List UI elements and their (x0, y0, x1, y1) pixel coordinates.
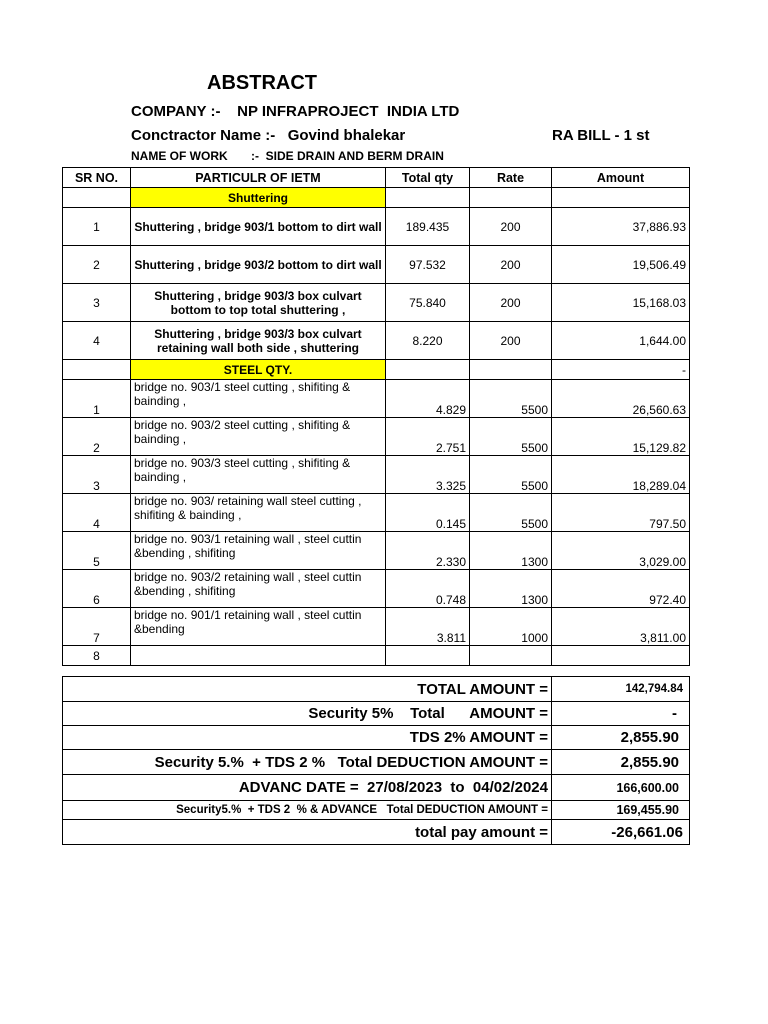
col-total-qty: Total qty (386, 168, 470, 188)
ra-bill-number: RA BILL - 1 st (552, 127, 650, 144)
totals-table (62, 676, 690, 845)
sr-no-cell: 3 (63, 456, 131, 494)
particular-cell (131, 646, 386, 666)
section-label-shuttering: Shuttering (131, 188, 386, 208)
bill-table (62, 167, 690, 666)
amount-cell: 37,886.93 (552, 208, 690, 246)
table-row (63, 646, 690, 666)
total-pay-label: total pay amount = (63, 820, 552, 845)
particular-cell: bridge no. 903/3 steel cutting , shifiting & bainding , (131, 456, 386, 494)
security-value: - (552, 702, 690, 726)
qty-cell: 4.829 (386, 380, 470, 418)
advance-row (63, 775, 690, 801)
qty-cell: 97.532 (386, 246, 470, 284)
total-deduction-value: 2,855.90 (552, 750, 690, 775)
amount-cell: 1,644.00 (552, 322, 690, 360)
sr-no-cell: 4 (63, 494, 131, 532)
total-deduction-label: Security 5.% + TDS 2 % Total DEDUCTION AMOUNT = (63, 750, 552, 775)
rate-cell: 5500 (470, 380, 552, 418)
tds-label: TDS 2% AMOUNT = (63, 726, 552, 750)
company-name: COMPANY :- NP INFRAPROJECT INDIA LTD (131, 103, 460, 120)
table-row (63, 380, 690, 418)
rate-cell (470, 646, 552, 666)
advance-deduction-row (63, 801, 690, 820)
sr-no-cell: 5 (63, 532, 131, 570)
qty-cell: 2.751 (386, 418, 470, 456)
amount-cell: - (552, 360, 690, 380)
total-amount-row (63, 677, 690, 702)
col-rate: Rate (470, 168, 552, 188)
sr-no-cell: 1 (63, 380, 131, 418)
qty-cell: 2.330 (386, 532, 470, 570)
tds-row (63, 726, 690, 750)
sr-no-cell: 7 (63, 608, 131, 646)
amount-cell: 3,811.00 (552, 608, 690, 646)
amount-cell: 972.40 (552, 570, 690, 608)
table-row (63, 246, 690, 284)
sr-no-cell: 2 (63, 246, 131, 284)
sr-no-cell: 4 (63, 322, 131, 360)
advance-deduction-value: 169,455.90 (552, 801, 690, 820)
rate-cell: 200 (470, 246, 552, 284)
table-row (63, 208, 690, 246)
table-row (63, 608, 690, 646)
particular-cell: bridge no. 903/2 steel cutting , shifiting & bainding , (131, 418, 386, 456)
table-row (63, 570, 690, 608)
table-row (63, 322, 690, 360)
rate-cell: 200 (470, 208, 552, 246)
table-row (63, 532, 690, 570)
section-row-shuttering (63, 188, 690, 208)
rate-cell: 200 (470, 322, 552, 360)
section-row-steel (63, 360, 690, 380)
col-sr-no: SR NO. (63, 168, 131, 188)
contractor-name: Conctractor Name :- Govind bhalekar (131, 127, 406, 144)
total-pay-row (63, 820, 690, 845)
amount-cell: 18,289.04 (552, 456, 690, 494)
amount-cell: 15,168.03 (552, 284, 690, 322)
sr-no-cell: 3 (63, 284, 131, 322)
qty-cell: 189.435 (386, 208, 470, 246)
amount-cell: 19,506.49 (552, 246, 690, 284)
rate-cell: 5500 (470, 418, 552, 456)
table-row (63, 456, 690, 494)
security-row (63, 702, 690, 726)
particular-cell: bridge no. 901/1 retaining wall , steel cuttin &bending (131, 608, 386, 646)
qty-cell: 0.145 (386, 494, 470, 532)
qty-cell: 3.811 (386, 608, 470, 646)
particular-cell: Shuttering , bridge 903/3 box culvart retaining wall both side , shuttering (131, 322, 386, 360)
col-amount: Amount (552, 168, 690, 188)
amount-cell: 3,029.00 (552, 532, 690, 570)
advance-deduction-label: Security5.% + TDS 2 % & ADVANCE Total DEDUCTION AMOUNT = (63, 801, 552, 820)
amount-cell (552, 646, 690, 666)
qty-cell: 3.325 (386, 456, 470, 494)
particular-cell: bridge no. 903/1 steel cutting , shifiting & bainding , (131, 380, 386, 418)
amount-cell: 797.50 (552, 494, 690, 532)
advance-value: 166,600.00 (552, 775, 690, 801)
amount-cell: 26,560.63 (552, 380, 690, 418)
rate-cell: 5500 (470, 456, 552, 494)
sr-no-cell: 6 (63, 570, 131, 608)
advance-date-label: ADVANC DATE = 27/08/2023 to 04/02/2024 (63, 775, 552, 801)
total-amount-value: 142,794.84 (552, 677, 690, 702)
security-label: Security 5% Total AMOUNT = (63, 702, 552, 726)
total-amount-label: TOTAL AMOUNT = (63, 677, 552, 702)
col-particular: PARTICULR OF IETM (131, 168, 386, 188)
table-header-row (63, 168, 690, 188)
rate-cell: 1300 (470, 532, 552, 570)
qty-cell: 8.220 (386, 322, 470, 360)
particular-cell: bridge no. 903/2 retaining wall , steel cuttin &bending , shifiting (131, 570, 386, 608)
amount-cell: 15,129.82 (552, 418, 690, 456)
table-row (63, 494, 690, 532)
qty-cell: 75.840 (386, 284, 470, 322)
section-label-steel-qty: STEEL QTY. (131, 360, 386, 380)
rate-cell: 1000 (470, 608, 552, 646)
table-row (63, 284, 690, 322)
particular-cell: Shuttering , bridge 903/2 bottom to dirt wall (131, 246, 386, 284)
rate-cell: 1300 (470, 570, 552, 608)
particular-cell: bridge no. 903/1 retaining wall , steel cuttin &bending , shifiting (131, 532, 386, 570)
document-title: ABSTRACT (207, 72, 317, 94)
qty-cell (386, 646, 470, 666)
name-of-work: NAME OF WORK :- SIDE DRAIN AND BERM DRAIN (131, 149, 444, 163)
total-deduction-row (63, 750, 690, 775)
sr-no-cell: 8 (63, 646, 131, 666)
tds-value: 2,855.90 (552, 726, 690, 750)
particular-cell: Shuttering , bridge 903/1 bottom to dirt wall (131, 208, 386, 246)
total-pay-value: -26,661.06 (552, 820, 690, 845)
particular-cell: Shuttering , bridge 903/3 box culvart bottom to top total shuttering , (131, 284, 386, 322)
rate-cell: 5500 (470, 494, 552, 532)
qty-cell: 0.748 (386, 570, 470, 608)
particular-cell: bridge no. 903/ retaining wall steel cutting , shifiting & bainding , (131, 494, 386, 532)
sr-no-cell: 1 (63, 208, 131, 246)
table-row (63, 418, 690, 456)
rate-cell: 200 (470, 284, 552, 322)
sr-no-cell: 2 (63, 418, 131, 456)
